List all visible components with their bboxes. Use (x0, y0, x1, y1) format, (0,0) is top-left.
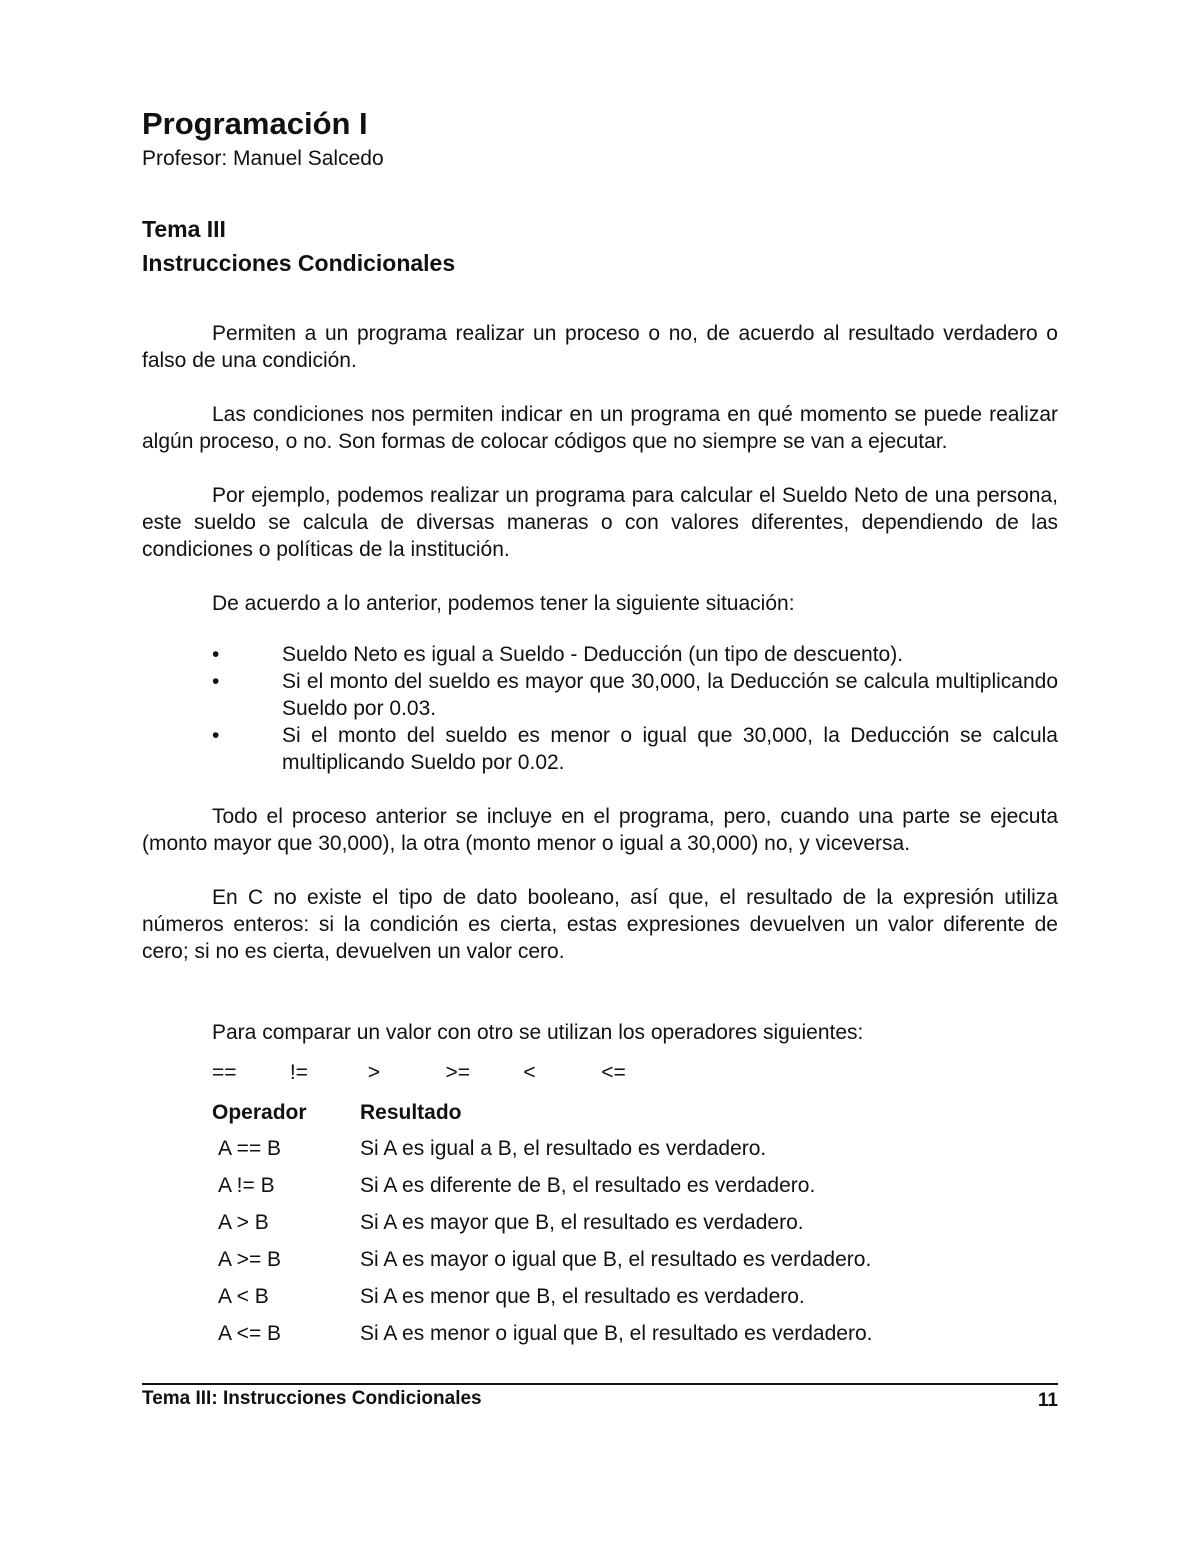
professor-name: Profesor: Manuel Salcedo (142, 147, 384, 170)
table-cell-operator: A <= B (218, 1321, 282, 1345)
operators-table (212, 1096, 872, 1352)
operator-symbol: < (523, 1061, 536, 1084)
table-row (212, 1315, 872, 1352)
section-title: Instrucciones Condicionales (142, 250, 456, 276)
table-cell-result: Si A es diferente de B, el resultado es verdadero. (360, 1173, 816, 1197)
paragraph: Todo el proceso anterior se incluye en el programa, pero, cuando una parte se ejecuta (monto mayor que 30,000), la otra (monto menor o igual a 30,000) no, y viceversa. (142, 805, 1058, 855)
paragraph: En C no existe el tipo de dato booleano, así que, el resultado de la expresión utiliza números enteros: si la condición es cierta, estas expresiones devuelven un valor diferente de cero; si no es cierta, devuelven un valor cero. (142, 886, 1058, 963)
page-title: Programación I (142, 106, 368, 141)
bullet-icon: • (212, 670, 220, 693)
table-cell-operator: A == B (218, 1136, 282, 1160)
list-item (142, 668, 1058, 722)
list-item (142, 722, 1058, 776)
page-content (142, 104, 1058, 1352)
table-header: Operador (212, 1101, 307, 1124)
table-cell-result: Si A es menor o igual que B, el resultado es verdadero. (360, 1321, 873, 1345)
bullet-list (142, 641, 1058, 776)
table-row (212, 1130, 872, 1167)
table-cell-operator: A > B (218, 1210, 269, 1234)
table-row (212, 1204, 872, 1241)
list-item-text: Si el monto del sueldo es menor o igual que 30,000, la Deducción se calcula multiplicando Sueldo por 0.02. (282, 724, 1058, 774)
operator-symbol: != (289, 1061, 308, 1084)
section-number: Tema III (142, 216, 226, 242)
paragraph: Permiten a un programa realizar un proceso o no, de acuerdo al resultado verdadero o falso de una condición. (142, 322, 1058, 372)
bullet-icon: • (212, 643, 220, 666)
table-row (212, 1167, 872, 1204)
paragraph: Por ejemplo, podemos realizar un programa para calcular el Sueldo Neto de una persona, este sueldo se calcula de diversas maneras o con valores diferentes, dependiendo de las condiciones o políticas de la institución. (142, 484, 1058, 561)
table-row (212, 1241, 872, 1278)
paragraph: Las condiciones nos permiten indicar en un programa en qué momento se puede realizar algún proceso, o no. Son formas de colocar códigos que no siempre se van a ejecutar. (142, 403, 1058, 453)
table-cell-result: Si A es igual a B, el resultado es verdadero. (360, 1136, 767, 1160)
table-cell-result: Si A es mayor o igual que B, el resultado es verdadero. (360, 1247, 872, 1271)
bullet-icon: • (212, 724, 220, 747)
footer-title: Tema III: Instrucciones Condicionales (142, 1388, 482, 1409)
list-item-text: Si el monto del sueldo es mayor que 30,000, la Deducción se calcula multiplicando Sueldo por 0.03. (282, 670, 1058, 720)
table-row (212, 1278, 872, 1315)
list-item (142, 641, 1058, 668)
operator-symbol: <= (601, 1061, 626, 1084)
list-item-text: Sueldo Neto es igual a Sueldo - Deducción (un tipo de descuento). (282, 643, 904, 666)
operator-symbol: >= (445, 1061, 471, 1084)
table-cell-operator: A < B (218, 1284, 269, 1308)
table-cell-operator: A >= B (218, 1247, 282, 1271)
page-number: 11 (1037, 1390, 1058, 1411)
operator-list (212, 1058, 1058, 1088)
operator-symbol: > (367, 1061, 380, 1084)
table-header-row (212, 1096, 872, 1130)
footer-divider (142, 1383, 1058, 1385)
paragraph: De acuerdo a lo anterior, podemos tener la siguiente situación: (212, 592, 795, 615)
paragraph: Para comparar un valor con otro se utilizan los operadores siguientes: (212, 1021, 864, 1044)
table-header: Resultado (360, 1101, 462, 1124)
table-cell-result: Si A es mayor que B, el resultado es verdadero. (360, 1210, 804, 1234)
table-cell-result: Si A es menor que B, el resultado es verdadero. (360, 1284, 805, 1308)
operator-symbol: == (212, 1061, 237, 1084)
table-cell-operator: A != B (218, 1173, 275, 1197)
